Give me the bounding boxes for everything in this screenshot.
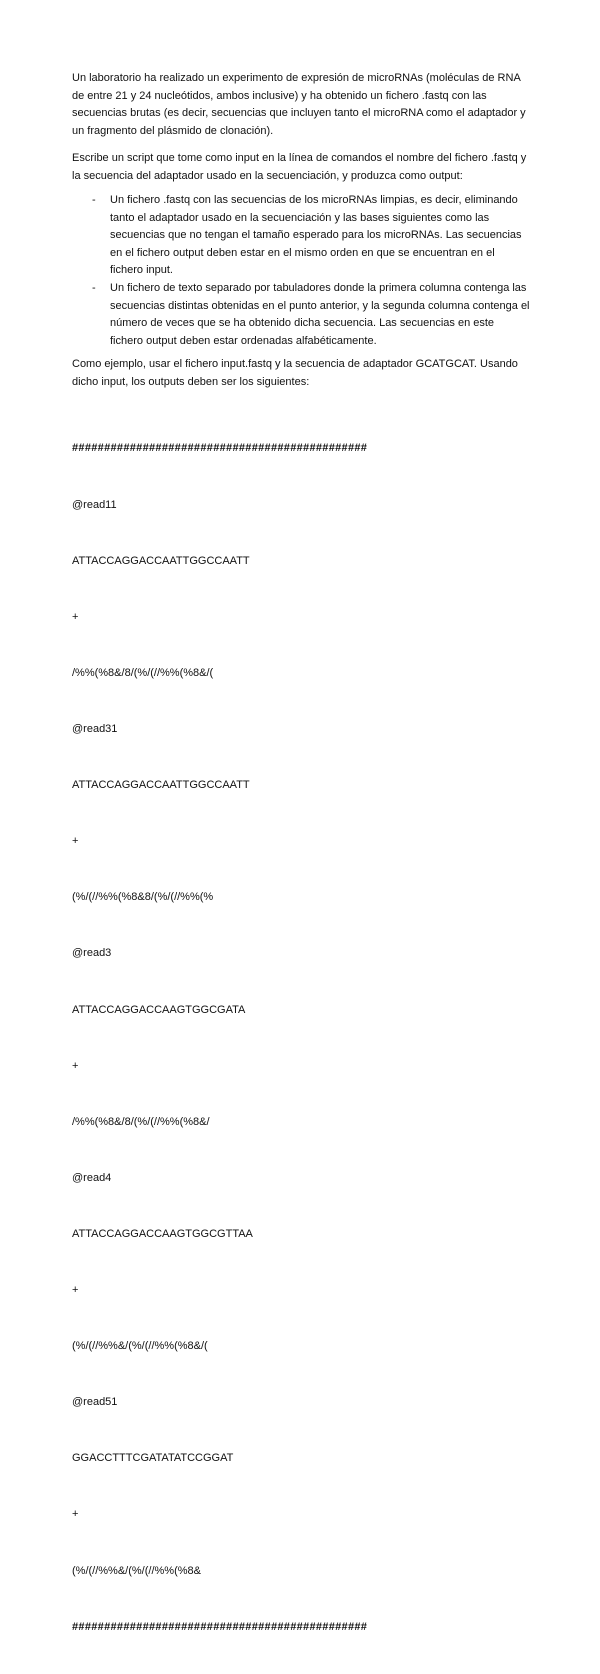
code-line: /%%(%8&/8/(%/(//%%(%8&/( (72, 666, 214, 679)
code-line: ATTACCAGGACCAAGTGGCGATA (72, 1003, 246, 1016)
separator-line-top: ############################################## (72, 442, 368, 455)
code-line: (%/(//%%&/(%/(//%%(%8&/( (72, 1340, 208, 1353)
output-code-block (72, 402, 367, 1674)
code-line: @read51 (72, 1396, 118, 1409)
code-line: @read4 (72, 1171, 112, 1184)
code-line: GGACCTTTCGATATATCCGGAT (72, 1452, 234, 1465)
code-line: @read3 (72, 947, 112, 960)
code-line: /%%(%8&/8/(%/(//%%(%8&/ (72, 1115, 210, 1128)
code-line: + (72, 835, 79, 848)
code-line: + (72, 1508, 79, 1521)
code-line: @read11 (72, 498, 117, 511)
code-line: + (72, 1059, 79, 1072)
code-line: @read31 (72, 722, 118, 735)
code-line: (%/(//%%&/(%/(//%%(%8& (72, 1564, 201, 1577)
code-line: ATTACCAGGACCAATTGGCCAATT (72, 554, 250, 567)
code-line: ATTACCAGGACCAAGTGGCGTTAA (72, 1227, 253, 1240)
intro-paragraph: Un laboratorio ha realizado un experimento de expresión de microRNAs (moléculas de RNA de entre 21 y 24 nucleótidos, ambos inclusive) y ha obtenido un fichero .fastq con las secuencias brutas (es decir, secuencias que incluyen tanto el microRNA como el adaptador y un fragmento del plásmido de clonación). (72, 72, 526, 137)
separator-line-bottom: ############################################## (72, 1620, 368, 1633)
code-line: ATTACCAGGACCAATTGGCCAATT (72, 779, 250, 792)
code-line: + (72, 610, 79, 623)
code-line: (%/(//%%(%8&8/(%/(//%%(% (72, 891, 214, 904)
bullet-marker-1: - (92, 194, 96, 206)
task-paragraph: Escribe un script que tome como input en la línea de comandos el nombre del fichero .fastq y la secuencia del adaptador usado en la secuenciación, y produzca como output: (72, 152, 527, 182)
bullet-text-1: Un fichero .fastq con las secuencias de los microRNAs limpias, es decir, eliminando tanto el adaptador usado en la secuenciación y las bases siguientes como las secuencias que no tengan el tamaño esperado para los microRNAs. Las secuencias en el fichero output deben estar en el mismo orden en que se encuentran en el fichero input. (110, 194, 522, 276)
bullet-marker-2: - (92, 282, 96, 294)
code-line: + (72, 1284, 79, 1297)
example-paragraph: Como ejemplo, usar el fichero input.fastq y la secuencia de adaptador GCATGCAT. Usando dicho input, los outputs deben ser los siguientes: (72, 358, 518, 388)
bullet-text-2: Un fichero de texto separado por tabuladores donde la primera columna contenga las secuencias distintas obtenidas en el punto anterior, y la segunda columna contenga el número de veces que se ha obtenido dicha secuencia. Las secuencias en este fichero output deben estar ordenadas alfabéticamente. (110, 282, 530, 347)
